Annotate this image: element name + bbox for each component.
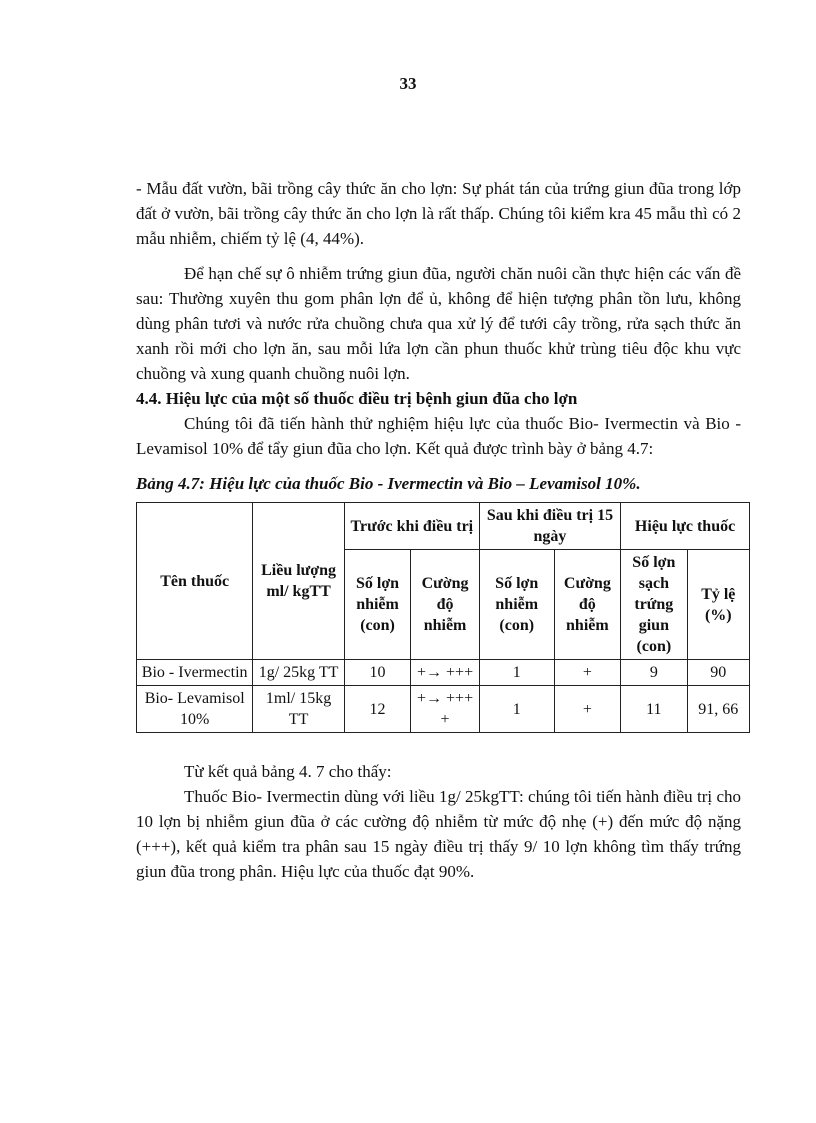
cell-clean: 11 — [621, 686, 687, 733]
header-after-infected: Số lợn nhiễm (con) — [479, 550, 554, 660]
header-before-infected: Số lợn nhiễm (con) — [344, 550, 410, 660]
cell-dosage: 1g/ 25kg TT — [253, 660, 344, 686]
header-dosage: Liều lượng ml/ kgTT — [253, 503, 344, 660]
header-efficacy: Hiệu lực thuốc — [621, 503, 750, 550]
cell-clean: 9 — [621, 660, 687, 686]
table-row — [137, 660, 750, 686]
header-rate: Tỷ lệ (%) — [687, 550, 749, 660]
efficacy-table — [136, 502, 750, 733]
header-before-treatment: Trước khi điều trị — [344, 503, 479, 550]
cell-after-intensity: + — [554, 686, 620, 733]
cell-after-intensity: + — [554, 660, 620, 686]
cell-before-infected: 10 — [344, 660, 410, 686]
cell-dosage: 1ml/ 15kg TT — [253, 686, 344, 733]
cell-drug: Bio - Ivermectin — [137, 660, 253, 686]
section-intro: Chúng tôi đã tiến hành thử nghiệm hiệu lực của thuốc Bio- Ivermectin và Bio - Levamisol 10% để tẩy giun đũa cho lợn. Kết quả được trình bày ở bảng 4.7: — [136, 414, 741, 458]
header-clean-pigs: Số lợn sạch trứng giun (con) — [621, 550, 687, 660]
cell-rate: 91, 66 — [687, 686, 749, 733]
cell-rate: 90 — [687, 660, 749, 686]
cell-before-intensity: +→ +++ + — [411, 686, 480, 733]
table-caption: Bảng 4.7: Hiệu lực của thuốc Bio - Ivermectin và Bio – Levamisol 10%. — [136, 474, 641, 493]
cell-before-intensity: +→ +++ — [411, 660, 480, 686]
paragraph-soil-samples: - Mẫu đất vườn, bãi trồng cây thức ăn cho lợn: Sự phát tán của trứng giun đũa trong lớp đất ở vườn, bãi trồng cây thức ăn cho lợn là rất thấp. Chúng tôi kiểm kra 45 mẫu thì có 2 mẫu nhiễm, chiếm tỷ lệ (4, 44%). — [136, 179, 741, 248]
header-after-treatment: Sau khi điều trị 15 ngày — [479, 503, 620, 550]
paragraph-results-intro: Từ kết quả bảng 4. 7 cho thấy: — [184, 762, 392, 781]
paragraph-ivermectin-results: Thuốc Bio- Ivermectin dùng với liều 1g/ 25kgTT: chúng tôi tiến hành điều trị cho 10 lợn bị nhiễm giun đũa ở các cường độ nhiễm từ mức độ nhẹ (+) đến mức độ nặng (+++), kết quả kiểm tra phân sau 15 ngày điều trị thấy 9/ 10 lợn không tìm thấy trứng giun đũa trong phân. Hiệu lực của thuốc đạt 90%. — [136, 787, 741, 881]
cell-after-infected: 1 — [479, 660, 554, 686]
table-row — [137, 686, 750, 733]
page-content — [136, 176, 741, 884]
cell-after-infected: 1 — [479, 686, 554, 733]
cell-drug: Bio- Levamisol 10% — [137, 686, 253, 733]
page-number: 33 — [399, 74, 417, 93]
header-before-intensity: Cường độ nhiễm — [411, 550, 480, 660]
paragraph-prevention: Để hạn chế sự ô nhiễm trứng giun đũa, người chăn nuôi cần thực hiện các vấn đề sau: Thường xuyên thu gom phân lợn để ủ, không để hiện tượng phân tồn lưu, không dùng phân tươi và nước rửa chuồng chưa qua xử lý để tưới cây trồng, rửa sạch thức ăn xanh rồi mới cho lợn ăn, sau mỗi lứa lợn cần phun thuốc khử trùng tiêu độc khu vực chuồng và xung quanh chuồng nuôi lợn. — [136, 264, 741, 383]
header-drug-name: Tên thuốc — [137, 503, 253, 660]
section-heading: 4.4. Hiệu lực của một số thuốc điều trị bệnh giun đũa cho lợn — [136, 389, 578, 408]
header-after-intensity: Cường độ nhiễm — [554, 550, 620, 660]
cell-before-infected: 12 — [344, 686, 410, 733]
